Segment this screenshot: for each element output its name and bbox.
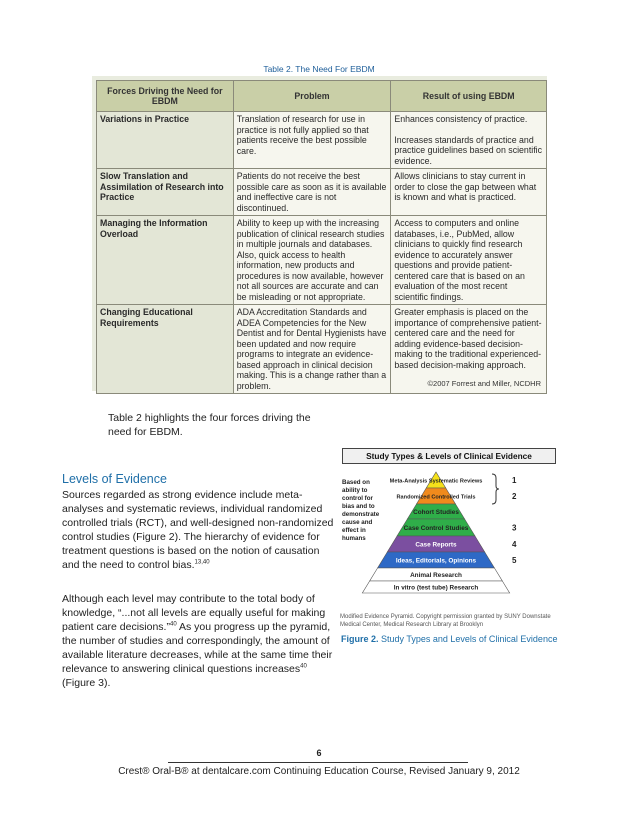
row-force: Variations in Practice (97, 112, 234, 169)
row-result-text: Enhances consistency of practice. (394, 114, 528, 124)
ebdm-table-figure (92, 76, 547, 391)
evidence-pyramid (340, 442, 566, 614)
citation-ref: 40 (300, 663, 307, 670)
side-note-line: ability to (342, 487, 368, 494)
header-result: Result of using EBDM (391, 81, 547, 112)
pyramid-level-number: 3 (512, 523, 517, 533)
evidence-pyramid-figure (340, 442, 566, 622)
side-note-line: cause and (342, 519, 373, 526)
figure-credit: Modified Evidence Pyramid. Copyright permission granted by SUNY Downstate Medical Center, Medical Research Library at Brooklyn (340, 614, 551, 628)
row-force: Changing Educational Requirements (97, 305, 234, 394)
row-result-text: Access to computers and online databases, i.e., PubMed, allow clinicians to quickly find research evidence to accurately answer questions and provide patient-centered care that is based on an evaluation of the most recent scientific findings. (394, 218, 525, 302)
ebdm-table (96, 80, 547, 394)
pyramid-side-note (342, 479, 380, 542)
pyramid-level-label: Animal Research (410, 572, 462, 579)
body-paragraph (62, 488, 338, 572)
pyramid-level-label: Meta-Analysis Systematic Reviews (389, 478, 483, 485)
row-result (391, 169, 547, 216)
pyramid-level-label: Case Reports (415, 541, 457, 549)
row-force: Slow Translation and Assimilation of Research into Practice (97, 169, 234, 216)
row-result-text: Allows clinicians to stay current in order to close the gap between what is known and what is practiced. (394, 171, 537, 202)
figure-label: Figure 2. (341, 634, 379, 644)
header-forces: Forces Driving the Need for EBDM (97, 81, 234, 112)
side-note-line: demonstrate (342, 511, 380, 518)
table-row (97, 112, 547, 169)
row-problem: Translation of research for use in practice is not fully applied so that patients receive the best possible care. (233, 112, 391, 169)
pyramid-level-label: Case Control Studies (403, 525, 469, 532)
row-force: Managing the Information Overload (97, 216, 234, 305)
pyramid-level-number: 4 (512, 540, 517, 549)
row-result-text: Increases standards of practice and practice guidelines based on scientific evidence. (394, 134, 543, 166)
side-note-line: bias and to (342, 503, 375, 510)
body-paragraph (62, 592, 338, 690)
table-caption: Table 2. The Need For EBDM (263, 64, 375, 74)
paragraph-text: Sources regarded as strong evidence include meta-analyses and systematic reviews, individual randomized controlled trials (RCT), and well-designed non-randomized control studies (Figure 2). The hierarchy of evidence for treatment questions is based on the notion of causation and the need to control bias. (62, 489, 334, 571)
row-result-text: Greater emphasis is placed on the importance of comprehensive patient-centered care and the need for adding evidence-based decision-making to the traditional experienced-based decision-making approach. (394, 307, 542, 370)
pyramid-level-number: 2 (512, 492, 517, 501)
pyramid-level-label: In vitro (test tube) Research (393, 584, 479, 592)
pyramid-level-number: 1 (512, 476, 517, 485)
pyramid-level-label: Cohort Studies (413, 509, 459, 516)
pyramid-level-number: 5 (512, 556, 517, 565)
page-number: 6 (316, 748, 322, 758)
header-problem: Problem (233, 81, 391, 112)
figure-caption (341, 634, 557, 644)
side-note-line: humans (342, 535, 366, 542)
table-note: Table 2 highlights the four forces driving the need for EBDM. (108, 412, 311, 438)
row-result (391, 216, 547, 305)
brace-icon (492, 474, 499, 504)
footer-divider (168, 762, 468, 763)
side-note-line: Based on (342, 479, 370, 486)
citation-ref: 40 (169, 621, 177, 628)
paragraph-text: (Figure 3). (62, 677, 111, 689)
table-row (97, 216, 547, 305)
row-problem: Patients do not receive the best possible care as soon as it is available and ineffective care is not discontinued. (233, 169, 391, 216)
figure-caption-text: Study Types and Levels of Clinical Evidence (378, 634, 558, 644)
pyramid-level-label: Ideas, Editorials, Opinions (395, 557, 477, 565)
row-problem: Ability to keep up with the increasing publication of clinical research studies in multiple journals and databases. Also, quick access to health information, new products and procedures is now available, however not all sources are accurate and can be misleading or not appropriate. (233, 216, 391, 305)
table-copyright: ©2007 Forrest and Miller, NCDHR (427, 379, 541, 388)
side-note-line: effect in (342, 527, 366, 534)
side-note-line: control for (342, 495, 373, 502)
pyramid-levels (362, 472, 517, 593)
footer-text: Crest® Oral-B® at dentalcare.com Continuing Education Course, Revised January 9, 2012 (118, 766, 520, 777)
paragraph-text: As you progress up the pyramid, the number of studies and correspondingly, the amount of available literature decreases, while at the same time their relevance to answering clinical questions increases (62, 621, 333, 675)
figure-title: Study Types & Levels of Clinical Evidence (342, 448, 556, 464)
row-result (391, 112, 547, 169)
row-problem: ADA Accreditation Standards and ADEA Competencies for the New Dentist and for Dental Hygienists have been updated and now require programs to integrate an evidence-based approach in clinical decision making. This is a change rather than a problem. (233, 305, 391, 394)
section-heading: Levels of Evidence (62, 472, 167, 486)
table-header-row (97, 81, 547, 112)
paragraph-text: Although each level may contribute to the total body of knowledge, “...not all levels are equally useful for making patient care decisions.” (62, 593, 326, 633)
citation-ref: 13,40 (194, 559, 210, 566)
pyramid-level-label: Randomized Controlled Trials (396, 494, 476, 501)
table-row (97, 169, 547, 216)
